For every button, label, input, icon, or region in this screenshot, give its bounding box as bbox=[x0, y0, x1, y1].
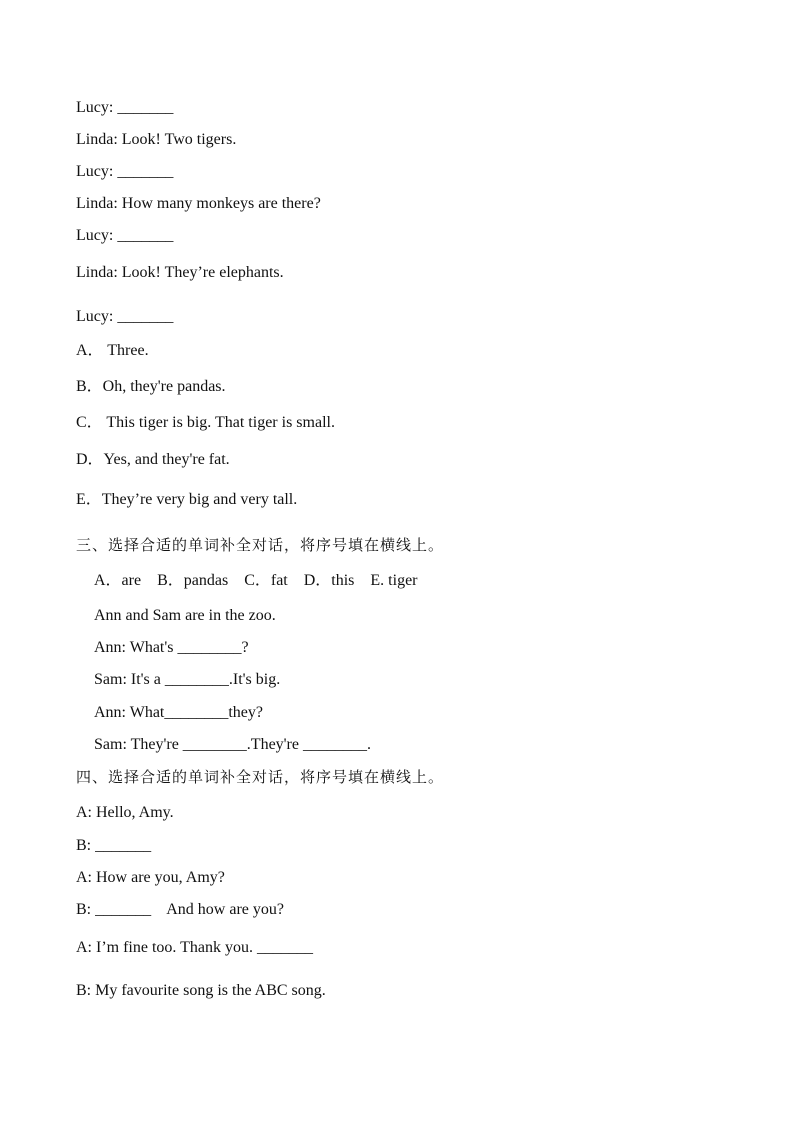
dialogue-line: Linda: Look! They’re elephants. bbox=[76, 264, 284, 281]
dialogue-line: B: My favourite song is the ABC song. bbox=[76, 982, 326, 999]
dialogue-line: A: How are you, Amy? bbox=[76, 869, 225, 886]
dialogue-line: Lucy: _______ bbox=[76, 99, 174, 116]
dialogue-line: Sam: It's a ________.It's big. bbox=[94, 671, 281, 688]
word-bank: A．are B．pandas C．fat D．this E. tiger bbox=[94, 572, 418, 589]
dialogue-line: Lucy: _______ bbox=[76, 163, 174, 180]
dialogue-line: B: _______ bbox=[76, 837, 152, 854]
dialogue-line: Ann: What________they? bbox=[94, 704, 264, 721]
dialogue-line: B: _______ And how are you? bbox=[76, 901, 284, 918]
section-heading-3: 三、选择合适的单词补全对话，将序号填在横线上。 bbox=[76, 536, 445, 554]
option-a: A． Three. bbox=[76, 342, 149, 359]
dialogue-line: Lucy: _______ bbox=[76, 308, 174, 325]
dialogue-line: A: I’m fine too. Thank you. _______ bbox=[76, 939, 314, 956]
dialogue-line: A: Hello, Amy. bbox=[76, 804, 174, 821]
dialogue-line: Ann: What's ________? bbox=[94, 639, 249, 656]
option-e: E．They’re very big and very tall. bbox=[76, 491, 298, 508]
dialogue-line: Lucy: _______ bbox=[76, 227, 174, 244]
dialogue-line: Sam: They're ________.They're ________. bbox=[94, 736, 371, 753]
option-b: B．Oh, they're pandas. bbox=[76, 378, 226, 395]
option-d: D．Yes, and they're fat. bbox=[76, 451, 230, 468]
option-c: C． This tiger is big. That tiger is small. bbox=[76, 414, 335, 431]
dialogue-line: Linda: Look! Two tigers. bbox=[76, 131, 237, 148]
section-heading-4: 四、选择合适的单词补全对话，将序号填在横线上。 bbox=[76, 768, 445, 786]
dialogue-line: Linda: How many monkeys are there? bbox=[76, 195, 321, 212]
dialogue-line: Ann and Sam are in the zoo. bbox=[94, 607, 276, 624]
